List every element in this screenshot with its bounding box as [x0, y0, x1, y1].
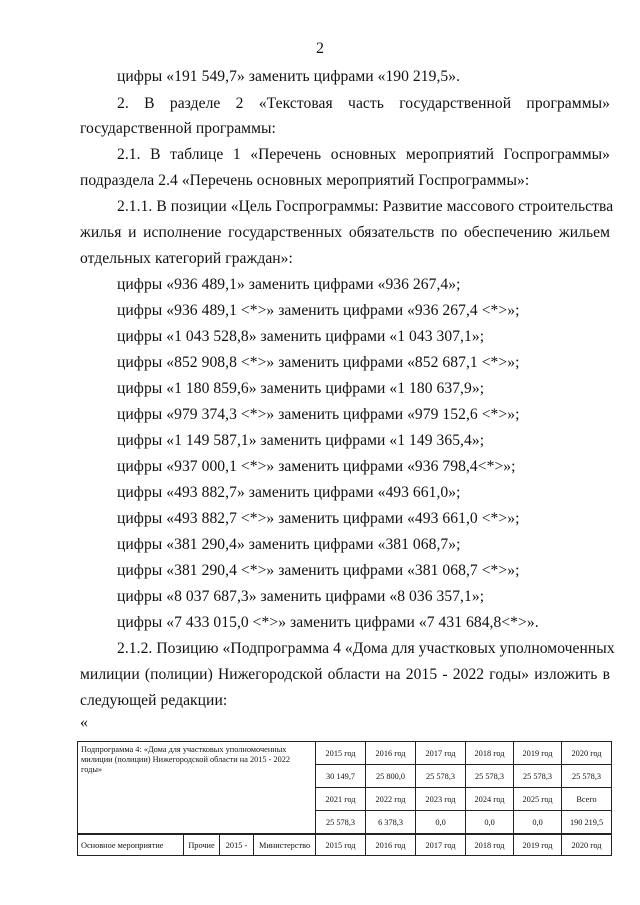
value-cell: 25 578,3 — [514, 765, 562, 788]
year-cell: 2016 год — [366, 834, 416, 856]
replacement-item: цифры «1 149 587,1» заменить цифрами «1 149 365,4»; — [117, 432, 485, 449]
year-cell: 2025 год — [514, 788, 562, 811]
value-cell: 25 578,3 — [562, 765, 612, 788]
value-cell: 0,0 — [514, 811, 562, 835]
year-cell: 2017 год — [416, 742, 466, 765]
value-cell: 25 578,3 — [416, 765, 466, 788]
value-cell: 25 800,0 — [366, 765, 416, 788]
year-cell: 2024 год — [466, 788, 514, 811]
replacement-item: цифры «493 882,7 <*>» заменить цифрами «493 661,0 <*>»; — [117, 510, 520, 527]
replacement-item: цифры «936 489,1» заменить цифрами «936 267,4»; — [117, 276, 461, 293]
year-cell: 2022 год — [366, 788, 416, 811]
replacement-item: цифры «7 433 015,0 <*>» заменить цифрами «7 431 684,8<*>». — [117, 614, 539, 631]
year-cell: 2018 год — [466, 742, 514, 765]
text-line: жилья и исполнение государственных обязательств по обеспечению жильем — [80, 224, 610, 241]
value-cell: 0,0 — [416, 811, 466, 835]
year-cell: 2017 год — [416, 834, 466, 856]
replacement-item: цифры «979 374,3 <*>» заменить цифрами «979 152,6 <*>»; — [117, 406, 520, 423]
value-cell: 25 578,3 — [466, 765, 514, 788]
replacement-item: цифры «381 290,4 <*>» заменить цифрами «381 068,7 <*>»; — [117, 562, 520, 579]
replacement-item: цифры «1 180 859,6» заменить цифрами «1 180 637,9»; — [117, 380, 485, 397]
subprogram-table — [77, 741, 612, 856]
replacement-item: цифры «937 000,1 <*>» заменить цифрами «936 798,4<*>»; — [117, 458, 516, 475]
text-line: отдельных категорий граждан»: — [80, 250, 293, 267]
year-cell: 2015 год — [316, 742, 366, 765]
page-number: 2 — [316, 40, 324, 57]
year-cell: 2019 год — [514, 742, 562, 765]
year-cell: 2019 год — [514, 834, 562, 856]
value-cell: 30 149,7 — [316, 765, 366, 788]
opening-quote: « — [80, 714, 88, 731]
text-line: следующей редакции: — [80, 692, 228, 709]
year-cell: 2015 год — [316, 834, 366, 856]
total-header-cell: Всего — [562, 788, 612, 811]
value-cell: 0,0 — [466, 811, 514, 835]
ministry-cell: Министерство — [254, 834, 316, 856]
text-line: 2.1.1. В позиции «Цель Госпрограммы: Развитие массового строительства — [117, 198, 614, 215]
period-cell: 2015 - — [220, 834, 254, 856]
text-line: 2.1. В таблице 1 «Перечень основных мероприятий Госпрограммы» — [117, 146, 610, 163]
total-value-cell: 190 219,5 — [562, 811, 612, 835]
year-cell: 2020 год — [562, 834, 612, 856]
text-line: подраздела 2.4 «Перечень основных мероприятий Госпрограммы»: — [80, 172, 530, 189]
main-activity-cell — [78, 834, 184, 856]
year-cell: 2020 год — [562, 742, 612, 765]
replacement-item: цифры «493 882,7» заменить цифрами «493 661,0»; — [117, 484, 461, 501]
year-cell: 2023 год — [416, 788, 466, 811]
replacement-item: цифры «852 908,8 <*>» заменить цифрами «852 687,1 <*>»; — [117, 354, 520, 371]
subprogram-description: Подпрограмма 4: «Дома для участковых уполномоченных милиции (полиции) Нижегородской области на 2015 - 2022 годы» — [78, 742, 316, 835]
text-line: 2. В разделе 2 «Текстовая часть государственной программы» — [117, 95, 610, 112]
value-cell: 6 378,3 — [366, 811, 416, 835]
value-cell: 25 578,3 — [316, 811, 366, 835]
text-line: милиции (полиции) Нижегородской области на 2015 - 2022 годы» изложить в — [80, 666, 610, 683]
replacement-item: цифры «1 043 528,8» заменить цифрами «1 043 307,1»; — [117, 328, 485, 345]
replacement-item: цифры «936 489,1 <*>» заменить цифрами «936 267,4 <*>»; — [117, 302, 520, 319]
text-line: государственной программы: — [80, 120, 276, 137]
replacement-item: цифры «8 037 687,3» заменить цифрами «8 036 357,1»; — [117, 588, 485, 605]
text-line: цифры «191 549,7» заменить цифрами «190 219,5». — [117, 68, 461, 85]
year-cell: 2016 год — [366, 742, 416, 765]
main-activity-label: Основное мероприятие — [81, 840, 164, 850]
year-cell: 2018 год — [466, 834, 514, 856]
replacement-item: цифры «381 290,4» заменить цифрами «381 068,7»; — [117, 536, 461, 553]
text-line: 2.1.2. Позицию «Подпрограмма 4 «Дома для участковых уполномоченных — [117, 640, 615, 657]
other-cell: Прочие — [184, 834, 220, 856]
year-cell: 2021 год — [316, 788, 366, 811]
